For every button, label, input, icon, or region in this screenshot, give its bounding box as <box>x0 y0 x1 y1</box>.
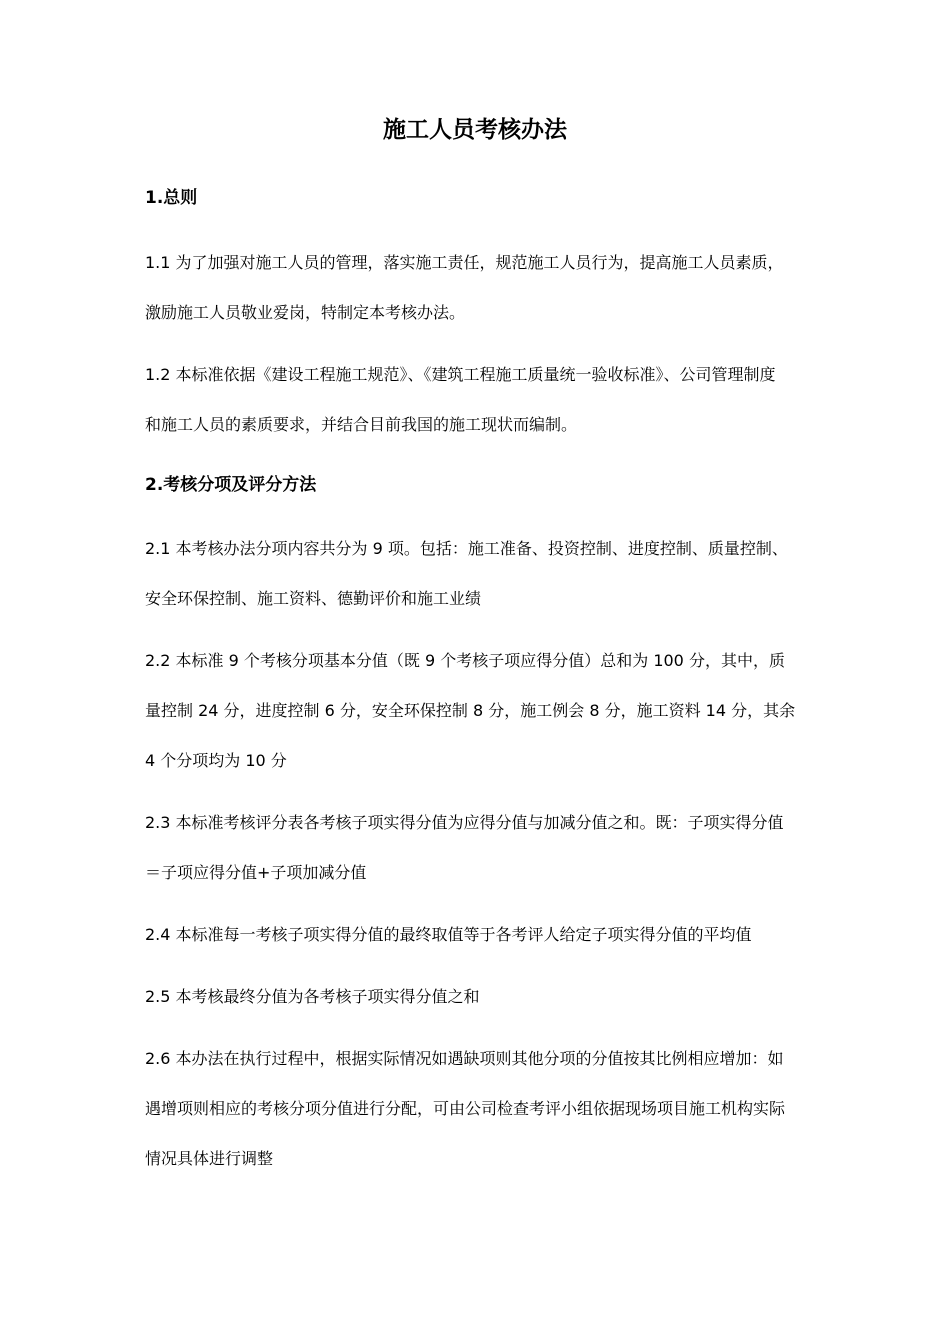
section-heading-assessment: 2.考核分项及评分方法 <box>145 475 317 495</box>
section-heading-general: 1.总则 <box>145 188 198 208</box>
paragraph-2-3-line-1: 2.3 本标准考核评分表各考核子项实得分值为应得分值与加减分值之和。既：子项实得分值 <box>145 813 784 832</box>
document-title: 施工人员考核办法 <box>383 117 567 143</box>
paragraph-1-1-line-2: 激励施工人员敬业爱岗，特制定本考核办法。 <box>145 303 466 322</box>
paragraph-2-4-line-1: 2.4 本标准每一考核子项实得分值的最终取值等于各考评人给定子项实得分值的平均值 <box>145 925 752 944</box>
paragraph-1-1-line-1: 1.1 为了加强对施工人员的管理，落实施工责任，规范施工人员行为，提高施工人员素质， <box>145 253 784 272</box>
paragraph-2-6-line-2: 遇增项则相应的考核分项分值进行分配，可由公司检查考评小组依据现场项目施工机构实际 <box>145 1099 786 1118</box>
paragraph-2-2-line-2: 量控制 24 分，进度控制 6 分，安全环保控制 8 分，施工例会 8 分，施工资料 14 分，其余 <box>145 701 796 720</box>
paragraph-2-5-line-1: 2.5 本考核最终分值为各考核子项实得分值之和 <box>145 987 480 1006</box>
paragraph-2-2-line-3: 4 个分项均为 10 分 <box>145 751 287 770</box>
paragraph-1-2-line-1: 1.2 本标准依据《建设工程施工规范》、《建筑工程施工质量统一验收标准》、公司管理制度 <box>145 365 776 384</box>
paragraph-2-1-line-1: 2.1 本考核办法分项内容共分为 9 项。包括：施工准备、投资控制、进度控制、质量控制、 <box>145 539 788 558</box>
paragraph-2-1-line-2: 安全环保控制、施工资料、德勤评价和施工业绩 <box>145 589 482 608</box>
paragraph-2-6-line-1: 2.6 本办法在执行过程中，根据实际情况如遇缺项则其他分项的分值按其比例相应增加：如 <box>145 1049 784 1068</box>
paragraph-2-3-line-2: ＝子项应得分值+子项加减分值 <box>145 863 367 882</box>
paragraph-2-6-line-3: 情况具体进行调整 <box>145 1149 274 1168</box>
paragraph-1-2-line-2: 和施工人员的素质要求，并结合目前我国的施工现状而编制。 <box>145 415 578 434</box>
paragraph-2-2-line-1: 2.2 本标准 9 个考核分项基本分值（既 9 个考核子项应得分值）总和为 100 分，其中，质 <box>145 651 785 670</box>
